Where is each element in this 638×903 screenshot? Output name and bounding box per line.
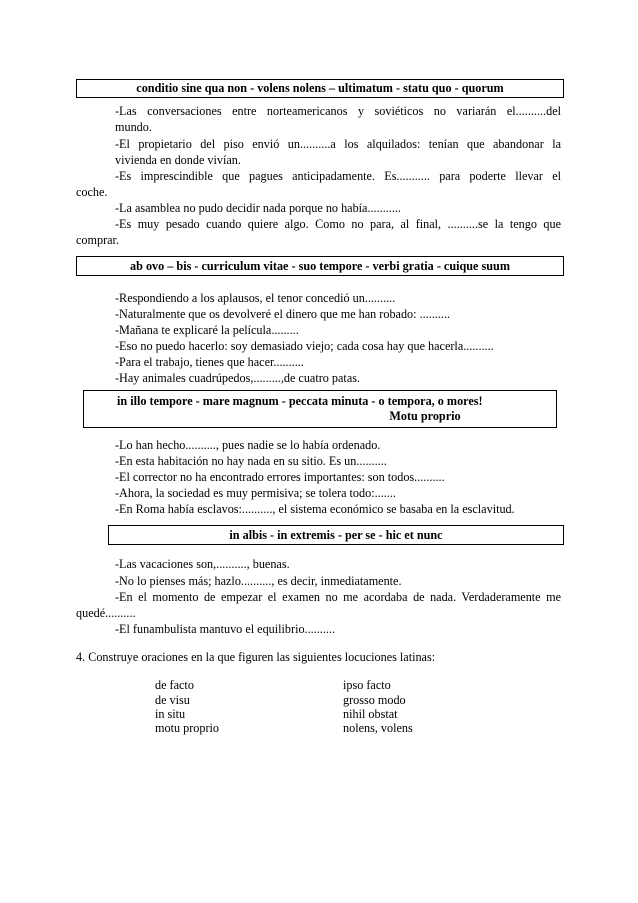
section4-header	[108, 525, 564, 545]
s1-sentence5-line2: comprar.	[76, 233, 119, 247]
s3-sentence4: -Ahora, la sociedad es muy permisiva; se tolera todo:.......	[115, 486, 396, 500]
locution-right-4: nolens, volens	[343, 721, 413, 735]
s1-sentence3-line1: -Es imprescindible que pagues anticipadamente. Es........... para poderte llevar el	[115, 169, 561, 183]
section4-header-text: in albis - in extremis - per se - hic et nunc	[229, 528, 443, 542]
s2-sentence3: -Mañana te explicaré la película.........	[115, 323, 299, 337]
locution-right-1: ipso facto	[343, 678, 391, 692]
s1-sentence1-line2: mundo.	[115, 120, 152, 134]
s1-sentence2-line1: -El propietario del piso envió un..........a los alquilados: tenían que abandonar la	[115, 137, 561, 151]
section3-header	[83, 390, 557, 428]
s4-sentence3-line2: quedé..........	[76, 606, 136, 620]
exercise4-prompt: 4. Construye oraciones en la que figuren las siguientes locuciones latinas:	[76, 650, 436, 664]
section3-header-line1: in illo tempore - mare magnum - peccata minuta - o tempora, o mores!	[117, 394, 483, 408]
s1-sentence2-line2: vivienda en donde vivían.	[115, 153, 241, 167]
s3-sentence1: -Lo han hecho.........., pues nadie se lo había ordenado.	[115, 438, 381, 452]
s1-sentence3-line2: coche.	[76, 185, 108, 199]
section1-header	[76, 79, 564, 98]
s1-sentence5-line1: -Es muy pesado cuando quiere algo. Como no para, al final, ..........se la tengo que	[115, 217, 561, 231]
s1-sentence1-line1: -Las conversaciones entre norteamericanos y soviéticos no variarán el..........del	[115, 104, 561, 118]
locution-left-4: motu proprio	[155, 721, 219, 735]
s2-sentence4: -Eso no puedo hacerlo: soy demasiado viejo; cada cosa hay que hacerla..........	[115, 339, 494, 353]
locution-left-1: de facto	[155, 678, 194, 692]
s1-sentence4: -La asamblea no pudo decidir nada porque no había...........	[115, 201, 401, 215]
s4-sentence4: -El funambulista mantuvo el equilibrio..........	[115, 622, 336, 636]
s3-sentence2: -En esta habitación no hay nada en su sitio. Es un..........	[115, 454, 387, 468]
locution-right-2: grosso modo	[343, 693, 406, 707]
locution-left-2: de visu	[155, 693, 190, 707]
section2-header-text: ab ovo – bis - curriculum vitae - suo tempore - verbi gratia - cuique suum	[130, 259, 510, 273]
section3-header-line2: Motu proprio	[389, 409, 461, 423]
s3-sentence3: -El corrector no ha encontrado errores importantes: son todos..........	[115, 470, 445, 484]
s4-sentence1: -Las vacaciones son,.........., buenas.	[115, 557, 290, 571]
section2-header	[76, 256, 564, 276]
locution-left-3: in situ	[155, 707, 186, 721]
s3-sentence5: -En Roma había esclavos:.........., el sistema económico se basaba en la esclavitud.	[115, 502, 515, 516]
s4-sentence2: -No lo pienses más; hazlo.........., es decir, inmediatamente.	[115, 574, 402, 588]
s2-sentence1: -Respondiendo a los aplausos, el tenor concedió un..........	[115, 291, 396, 305]
s2-sentence6: -Hay animales cuadrúpedos,.........,de cuatro patas.	[115, 371, 361, 385]
s2-sentence5: -Para el trabajo, tienes que hacer..........	[115, 355, 304, 369]
s2-sentence2: -Naturalmente que os devolveré el dinero que me han robado: ..........	[115, 307, 451, 321]
locution-right-3: nihil obstat	[343, 707, 398, 721]
section1-header-text: conditio sine qua non - volens nolens – ultimatum - statu quo - quorum	[136, 81, 504, 95]
s4-sentence3-line1: -En el momento de empezar el examen no me acordaba de nada. Verdaderamente me	[115, 590, 561, 604]
